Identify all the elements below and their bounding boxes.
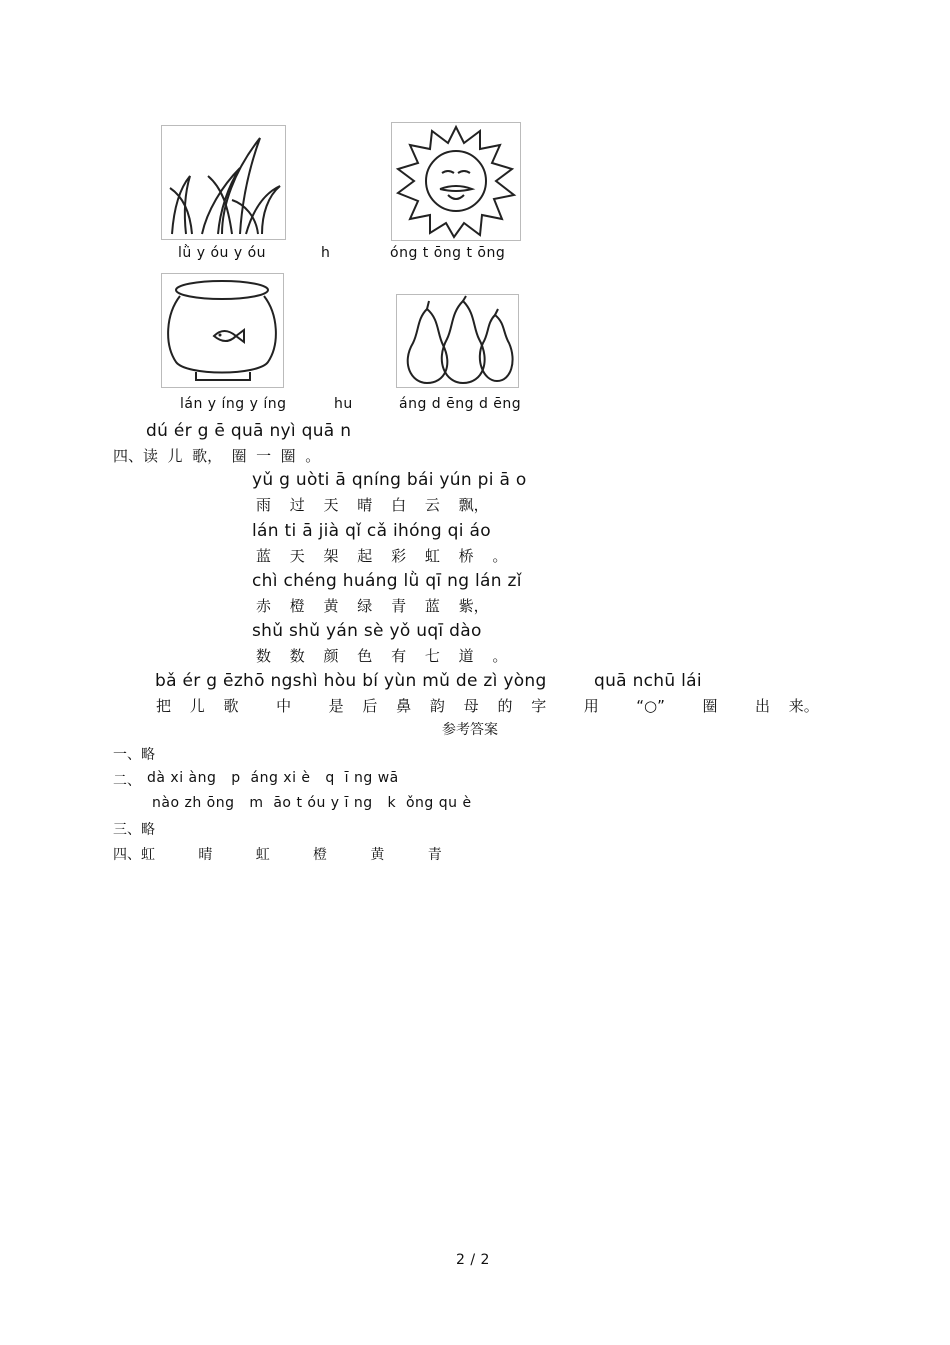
answer-4: 四、虹 晴 虹 橙 黄 青 xyxy=(113,847,442,863)
answers-heading: 参考答案 xyxy=(442,722,498,738)
answer-2-line-2: nào zh ōng m āo t óu y ī ng k ǒng qu è xyxy=(152,795,472,811)
answer-2-line-1: dà xi àng p áng xi è q ī ng wā xyxy=(147,770,399,786)
answer-1: 一、略 xyxy=(113,747,155,763)
section4-title: 四、读 儿 歌， 圈 一 圈 。 xyxy=(113,447,321,465)
poem-line-3-pinyin: chì chéng huáng lǜ qī ng lán zǐ xyxy=(252,571,522,591)
page-number: 2 / 2 xyxy=(456,1252,490,1268)
grass-picture xyxy=(161,125,286,240)
picture-caption-1-pinyin-right: óng t ōng t ōng xyxy=(390,245,506,261)
answer-2-label: 二、 xyxy=(113,773,141,789)
pears-picture xyxy=(396,294,519,388)
poem-line-4-pinyin: shǔ shǔ yán sè yǒ uqī dào xyxy=(252,621,482,641)
instruction-text: 把 儿 歌 中 是 后 鼻 韵 母 的 字 用 “○” 圈 出 来。 xyxy=(156,697,819,715)
picture-caption-2-pinyin-left: lán y íng y íng xyxy=(180,396,287,412)
instruction-pinyin-right: quā nchū lái xyxy=(594,671,702,691)
picture-caption-1-pinyin-mid: h xyxy=(321,245,331,261)
poem-line-1-hanzi: 雨 过 天 晴 白 云 飘， xyxy=(256,496,489,514)
poem-line-3-hanzi: 赤 橙 黄 绿 青 蓝 紫， xyxy=(256,597,489,615)
poem-line-2-hanzi: 蓝 天 架 起 彩 虹 桥 。 xyxy=(256,547,508,565)
section4-title-pinyin: dú ér g ē quā nyì quā n xyxy=(146,421,352,441)
answer-3: 三、略 xyxy=(113,822,155,838)
picture-caption-2-pinyin-right: áng d ēng d ēng xyxy=(399,396,522,412)
poem-line-4-hanzi: 数 数 颜 色 有 七 道 。 xyxy=(256,647,508,665)
instruction-pinyin-left: bǎ ér g ēzhō ngshì hòu bí yùn mǔ de zì yòng xyxy=(155,671,547,691)
picture-caption-2-pinyin-mid: hu xyxy=(334,396,353,412)
fishbowl-picture xyxy=(161,273,284,388)
picture-caption-1-pinyin-left: lǜ y óu y óu xyxy=(178,245,267,261)
poem-line-2-pinyin: lán ti ā jià qǐ cǎ ihóng qi áo xyxy=(252,521,491,541)
sun-picture xyxy=(391,122,521,241)
poem-line-1-pinyin: yǔ g uòti ā qníng bái yún pi ā o xyxy=(252,470,527,490)
